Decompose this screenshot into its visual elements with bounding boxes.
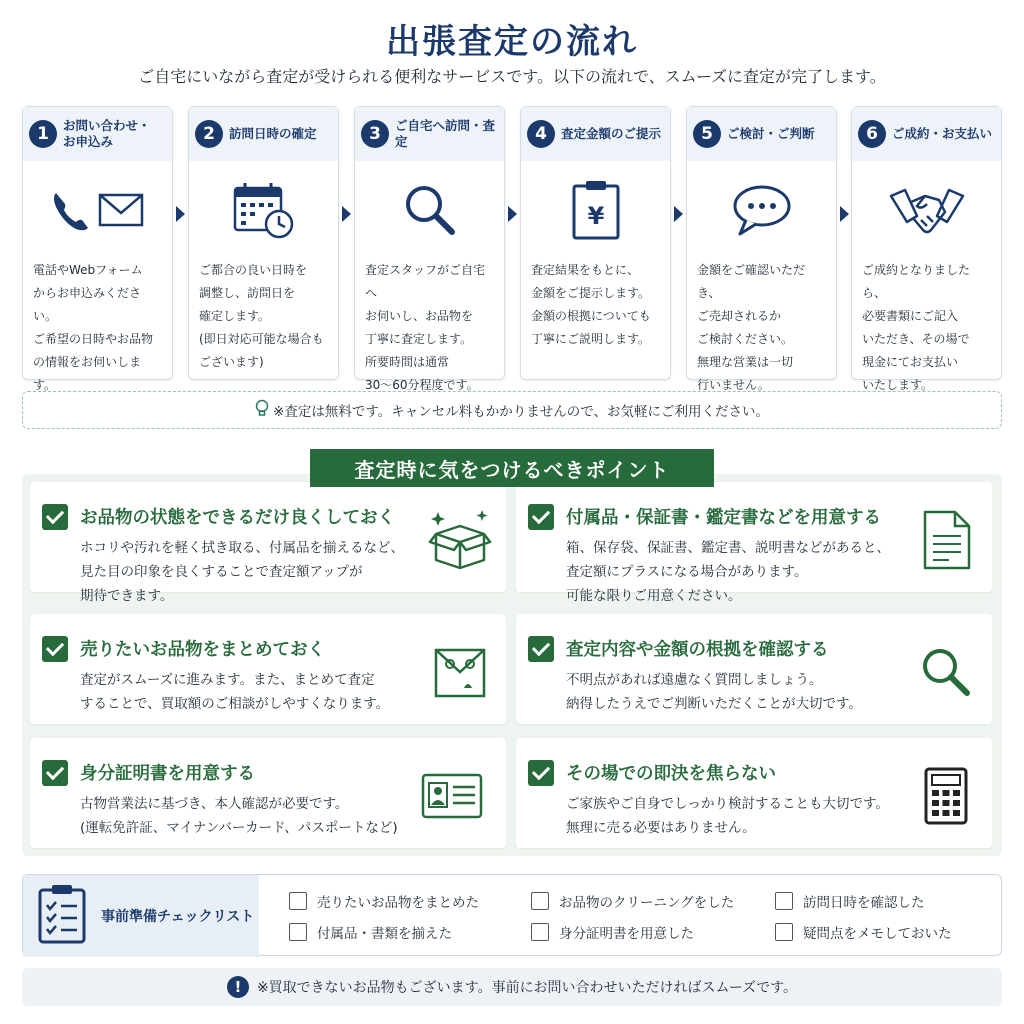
yen-clipboard-icon	[521, 161, 670, 259]
check-icon	[42, 636, 68, 662]
check-icon	[42, 760, 68, 786]
arrow-icon	[508, 206, 517, 222]
step-card-3	[354, 106, 505, 392]
step-label: ご成約・お支払い	[892, 126, 993, 141]
point-card	[30, 482, 506, 604]
handshake-icon	[852, 161, 1001, 259]
free-note	[22, 391, 1002, 429]
page-title: 出張査定の流れ	[386, 22, 638, 62]
arrow-icon	[674, 206, 683, 222]
exclamation-icon: !	[227, 976, 249, 998]
step-card-5	[686, 106, 837, 392]
check-icon	[42, 504, 68, 530]
step-number: 6	[858, 120, 886, 148]
clipboard-checklist-icon	[37, 883, 87, 949]
point-title: 身分証明書を用意する	[80, 764, 255, 784]
step-card-6	[851, 106, 1002, 392]
checklist-item[interactable]	[775, 922, 952, 942]
step-text: 査定結果をもとに、 金額をご提示します。 金額の根拠についても 丁寧にご説明します。	[531, 263, 651, 346]
step-label: お問い合わせ・ お申込み	[63, 118, 151, 149]
step-label: 訪問日時の確定	[229, 126, 317, 141]
checklist-item[interactable]	[775, 891, 925, 911]
step-text: ご成約となりましたら、 必要書類にご記入 いただき、その場で 現金にてお支払い いたします。	[862, 263, 971, 392]
checkbox[interactable]	[775, 923, 793, 941]
check-icon	[528, 636, 554, 662]
checklist-item[interactable]	[531, 891, 734, 911]
checklist-item[interactable]	[531, 922, 694, 942]
checkbox[interactable]	[531, 892, 549, 910]
step-card-2	[188, 106, 339, 380]
step-number: 3	[361, 120, 389, 148]
document-icon	[914, 508, 978, 572]
items-box-icon	[428, 640, 492, 704]
phone-mail-icon	[23, 161, 172, 259]
point-text: 古物営業法に基づき、本人確認が必要です。 (運転免許証、マイナンバーカード、パスポートなど)	[80, 796, 398, 836]
point-title: 付属品・保証書・鑑定書などを用意する	[566, 508, 881, 528]
step-text: ご都合の良い日時を 調整し、訪問日を 確定します。 (即日対応可能な場合も ございます)	[199, 263, 324, 369]
checkbox[interactable]	[289, 892, 307, 910]
checklist-header	[23, 875, 259, 957]
sparkling-box-icon	[428, 508, 492, 572]
checklist-item-label: 訪問日時を確認した	[803, 895, 925, 911]
checklist-item[interactable]	[289, 922, 452, 942]
point-text: 箱、保存袋、保証書、鑑定書、説明書などがあると、 査定額にプラスになる場合があります。 可能な限りご用意ください。	[566, 540, 890, 604]
step-label: ご自宅へ訪問・査定	[395, 118, 496, 149]
svg-text:¥: ¥	[587, 202, 604, 230]
checklist-item[interactable]	[289, 891, 479, 911]
footer-note	[22, 968, 1002, 1006]
check-icon	[528, 760, 554, 786]
point-title: 売りたいお品物をまとめておく	[80, 640, 325, 660]
magnifier-icon	[355, 161, 504, 259]
point-title: お品物の状態をできるだけ良くしておく	[80, 508, 395, 528]
magnifier-icon	[914, 640, 978, 704]
points-section	[22, 474, 1002, 856]
step-card-1	[22, 106, 173, 392]
step-text: 査定スタッフがご自宅へ お伺いし、お品物を 丁寧に査定します。 所要時間は通常 30〜60分程度です。	[365, 263, 486, 392]
step-text: 金額をご確認いただき、 ご売却されるか ご検討ください。 無理な営業は一切 行いません。	[697, 263, 806, 392]
step-label: 査定金額のご提示	[561, 126, 662, 141]
id-card-icon	[420, 764, 484, 828]
footer-note-text: ※買取できないお品物もございます。事前にお問い合わせいただければスムーズです。	[256, 980, 798, 996]
free-note-text: ※査定は無料です。キャンセル料もかかりませんので、お気軽にご利用ください。	[273, 404, 769, 420]
arrow-icon	[840, 206, 849, 222]
checklist-item-label: 付属品・書類を揃えた	[317, 926, 452, 942]
point-card	[30, 738, 506, 848]
point-text: 不明点があれば遠慮なく質問しましょう。 納得したうえでご判断いただくことが大切です。	[566, 672, 862, 712]
point-card	[516, 738, 992, 848]
point-card	[516, 614, 992, 724]
check-icon	[528, 504, 554, 530]
point-text: ご家族やご自身でしっかり検討することも大切です。 無理に売る必要はありません。	[566, 796, 889, 836]
step-number: 4	[527, 120, 555, 148]
flow-steps	[22, 106, 1002, 392]
point-title: その場での即決を焦らない	[566, 764, 776, 784]
calculator-icon	[914, 764, 978, 828]
point-title: 査定内容や金額の根拠を確認する	[566, 640, 829, 660]
arrow-icon	[342, 206, 351, 222]
checklist-item-label: 身分証明書を用意した	[559, 926, 694, 942]
calendar-clock-icon	[189, 161, 338, 259]
checklist-item-label: 疑問点をメモしておいた	[803, 926, 952, 942]
step-number: 5	[693, 120, 721, 148]
checklist-item-label: 売りたいお品物をまとめた	[317, 895, 479, 911]
points-title: 査定時に気をつけるべきポイント	[310, 449, 714, 487]
checklist-title: 事前準備チェックリスト	[101, 909, 255, 925]
checkbox[interactable]	[289, 923, 307, 941]
point-card	[516, 482, 992, 604]
step-text: 電話やWebフォーム からお申込みください。 ご希望の日時やお品物 の情報をお伺いします。	[33, 263, 154, 392]
step-number: 2	[195, 120, 223, 148]
point-text: 査定がスムーズに進みます。また、まとめて査定 することで、買取額のご相談がしやすくなります。	[80, 672, 390, 712]
point-card	[30, 614, 506, 724]
step-number: 1	[29, 120, 57, 148]
arrow-icon	[176, 206, 185, 222]
step-card-4	[520, 106, 671, 380]
speech-bubble-icon	[687, 161, 836, 259]
page-subtitle: ご自宅にいながら査定が受けられる便利なサービスです。以下の流れで、スムーズに査定が完了します。	[138, 67, 886, 86]
checkbox[interactable]	[775, 892, 793, 910]
checklist-item-label: お品物のクリーニングをした	[559, 895, 735, 911]
prep-checklist	[22, 874, 1002, 956]
step-label: ご検討・ご判断	[727, 126, 815, 141]
checkbox[interactable]	[531, 923, 549, 941]
point-text: ホコリや汚れを軽く拭き取る、付属品を揃えるなど、 見た目の印象を良くすることで査定額アップが 期待できます。	[80, 540, 404, 604]
lightbulb-icon	[255, 399, 269, 421]
